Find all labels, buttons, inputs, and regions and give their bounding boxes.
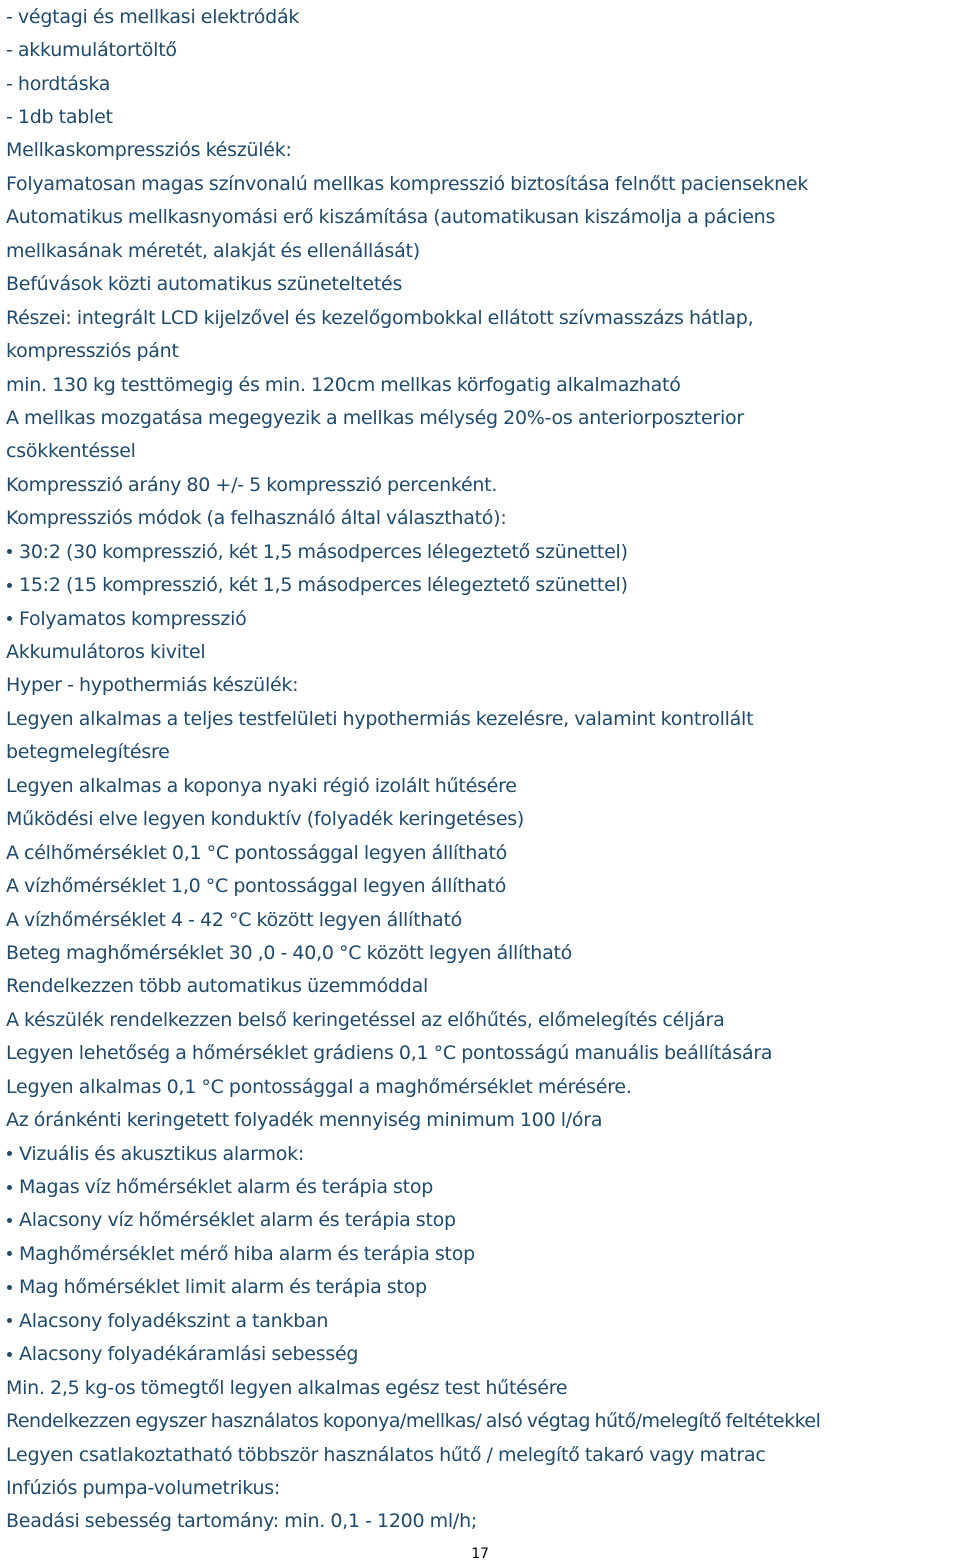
page-number: 17	[471, 1546, 489, 1562]
text-line: A készülék rendelkezzen belső keringetéssel az előhűtés, előmelegítés céljára	[6, 1008, 725, 1031]
text-line: Legyen alkalmas a koponya nyaki régió izolált hűtésére	[6, 774, 517, 797]
text-line: Legyen alkalmas a teljes testfelületi hypothermiás kezelésre, valamint kontrollált	[6, 707, 754, 730]
bullet-item: Vizuális és akusztikus alarmok:	[6, 1137, 960, 1170]
text-line: Rendelkezzen egyszer használatos koponya/mellkas/ alsó végtag hűtő/melegítő feltétekkel	[6, 1410, 821, 1433]
text-line: Legyen csatlakoztatható többször használatos hűtő / melegítő takaró vagy matrac	[6, 1443, 766, 1466]
text-line: A vízhőmérséklet 1,0 °C pontossággal legyen állítható	[6, 875, 507, 898]
text-line: Automatikus mellkasnyomási erő kiszámítása (automatikusan kiszámolja a páciens	[6, 206, 776, 229]
text-line: Működési elve legyen konduktív (folyadék keringetéses)	[6, 808, 525, 831]
bullet-item: 30:2 (30 kompresszió, két 1,5 másodperces lélegeztető szünettel)	[6, 535, 960, 568]
text-line: Rendelkezzen több automatikus üzemmóddal	[6, 975, 429, 998]
text-line: A vízhőmérséklet 4 - 42 °C között legyen állítható	[6, 908, 463, 931]
text-line: Min. 2,5 kg-os tömegtől legyen alkalmas egész test hűtésére	[6, 1376, 568, 1399]
text-line: Beadási sebesség tartomány: min. 0,1 - 1200 ml/h;	[6, 1510, 478, 1533]
text-line: Folyamatosan magas színvonalú mellkas kompresszió biztosítása felnőtt pacienseknek	[6, 172, 809, 195]
document-body	[6, 0, 960, 1538]
section-heading: Mellkaskompressziós készülék:	[6, 139, 292, 162]
text-line: Kompresszió arány 80 +/- 5 kompresszió percenként.	[6, 473, 498, 496]
bullet-item: Mag hőmérséklet limit alarm és terápia stop	[6, 1271, 960, 1304]
text-line: Részei: integrált LCD kijelzővel és kezelőgombokkal ellátott szívmasszázs hátlap,	[6, 306, 754, 329]
bullet-item: Folyamatos kompresszió	[6, 602, 960, 635]
text-line: mellkasának méretét, alakját és ellenállását)	[6, 239, 420, 262]
text-line: Legyen alkalmas 0,1 °C pontossággal a maghőmérséklet mérésére.	[6, 1075, 632, 1098]
text-line: min. 130 kg testtömegig és min. 120cm mellkas körfogatig alkalmazható	[6, 373, 681, 396]
text-line: Kompressziós módok (a felhasználó által választható):	[6, 507, 507, 530]
text-line: - akkumulátortöltő	[6, 39, 177, 62]
bullet-item: 15:2 (15 kompresszió, két 1,5 másodperces lélegeztető szünettel)	[6, 568, 960, 601]
bullet-item: Alacsony víz hőmérséklet alarm és terápia stop	[6, 1204, 960, 1237]
text-line: Az óránkénti keringetett folyadék mennyiség minimum 100 l/óra	[6, 1109, 603, 1132]
text-line: - 1db tablet	[6, 106, 113, 129]
section-heading: Hyper - hypothermiás készülék:	[6, 674, 299, 697]
text-line: Beteg maghőmérséklet 30 ,0 - 40,0 °C között legyen állítható	[6, 941, 573, 964]
text-line: A mellkas mozgatása megegyezik a mellkas mélység 20%-os anteriorposzterior	[6, 406, 744, 429]
text-line: - végtagi és mellkasi elektródák	[6, 5, 300, 28]
text-line: csökkentéssel	[6, 440, 136, 463]
bullet-item: Magas víz hőmérséklet alarm és terápia stop	[6, 1170, 960, 1203]
text-line: betegmelegítésre	[6, 741, 170, 764]
section-heading: Infúziós pumpa-volumetrikus:	[6, 1476, 281, 1499]
text-line: Befúvások közti automatikus szüneteltetés	[6, 273, 403, 296]
text-line: Akkumulátoros kivitel	[6, 641, 206, 664]
bullet-item: Maghőmérséklet mérő hiba alarm és terápia stop	[6, 1237, 960, 1270]
bullet-item: Alacsony folyadékszint a tankban	[6, 1304, 960, 1337]
text-line: A célhőmérséklet 0,1 °C pontossággal legyen állítható	[6, 841, 508, 864]
text-line: kompressziós pánt	[6, 340, 179, 363]
bullet-item: Alacsony folyadékáramlási sebesség	[6, 1338, 960, 1371]
text-line: Legyen lehetőség a hőmérséklet grádiens 0,1 °C pontosságú manuális beállítására	[6, 1042, 773, 1065]
text-line: - hordtáska	[6, 72, 111, 95]
